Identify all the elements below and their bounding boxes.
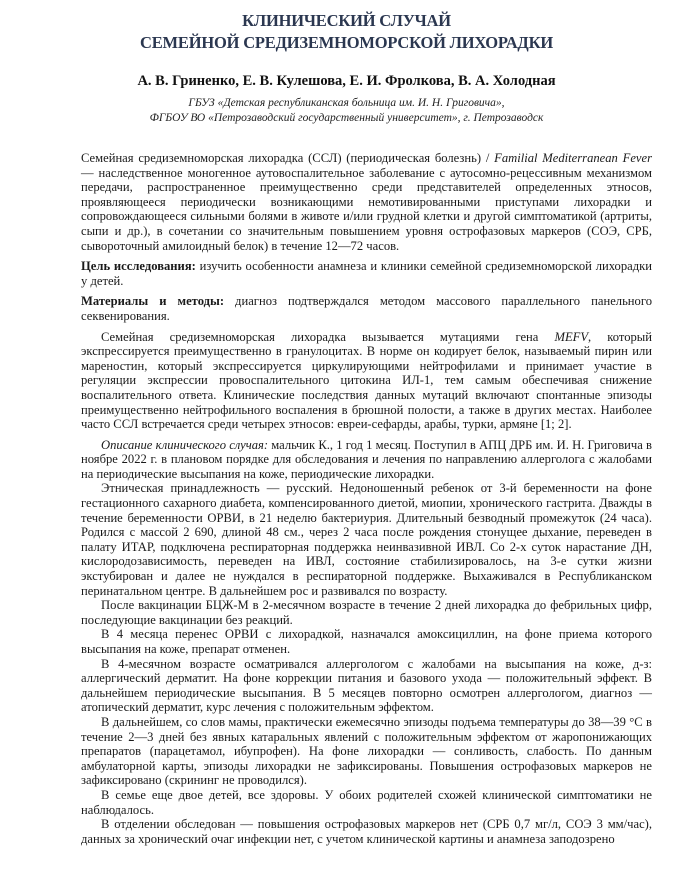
body-paragraph-genetics (81, 330, 652, 432)
methods-text: диагноз подтверждался методом массового параллельного панельного секвенирования. (81, 294, 652, 323)
abstract-intro (81, 151, 652, 253)
methods-label: Материалы и методы: (81, 294, 225, 309)
title-line-2: СЕМЕЙНОЙ СРЕДИЗЕМНОМОРСКОЙ ЛИХОРАДКИ (140, 33, 553, 52)
article-body (81, 151, 652, 846)
body-paragraph-case (81, 438, 652, 482)
genetics-text: Семейная средиземноморская лихорадка вызывается мутациями гена (101, 329, 555, 344)
gene-name: MEFV (554, 329, 589, 344)
affiliation-line-1: ГБУЗ «Детская республиканская больница им. И. Н. Григовича», (188, 97, 505, 109)
body-paragraph-vaccination: После вакцинации БЦЖ-М в 2-месячном возрасте в течение 2 дней лихорадка до фебрильных цифр, последующие вакцинации без реакций. (81, 598, 652, 627)
aim-text: изучить особенности анамнеза и клиники семейной средиземноморской лихорадки у детей. (81, 259, 652, 288)
affiliation-line-2: ФГБОУ ВО «Петрозаводский государственный университет», г. Петрозаводск (149, 112, 544, 124)
case-label: Описание клинического случая: (101, 437, 269, 452)
body-paragraph-department: В отделении обследован — повышения острофазовых маркеров нет (СРБ 0,7 мг/л, СОЭ 3 мм/час), данных за хронический очаг инфекции нет, с учетом клинической картины и анамнеза заподозрено (81, 817, 652, 846)
aim-label: Цель исследования: (81, 259, 196, 274)
abstract-aim (81, 259, 652, 288)
authors: А. В. Гриненко, Е. В. Кулешова, Е. И. Фролкова, В. А. Холодная (137, 73, 556, 89)
body-paragraph-family: В семье еще двое детей, все здоровы. У обоих родителей схожей клинической симптоматики не наблюдалось. (81, 787, 652, 817)
body-paragraph-fever: В дальнейшем, со слов мамы, практически ежемесячно эпизоды подъема температуры до 38—39 °С в течение 2—3 дней без явных катаральных явлений с положительным эффектом от жаропонижающих препаратов (парацетамол, ибупрофен). На фоне лихорадки — сонливость, слабость. По данным амбулаторной карты, эпизоды лихорадки не зафиксированы. Повышения острофазовых маркеров не зафиксировано (скрининг не проводился). (81, 714, 652, 788)
affiliations (0, 96, 693, 126)
case-text: мальчик К., 1 год 1 месяц. Поступил в АПЦ ДРБ им. И. Н. Григовича в ноябре 2022 г. в плановом порядке для обследования и лечения по направлению аллерголога с жалобами на периодические высыпания на коже, периодические лихорадки. (81, 437, 652, 481)
body-paragraph-allergy: В 4-месячном возрасте осматривался аллергологом с жалобами на высыпания на коже, д-з: аллергический дерматит. На фоне коррекции питания и базового ухода — положительный эффект. В дальнейшем периодические высыпания. В 5 месяцев повторно осмотрен аллергологом, диагноз — атопический дерматит, курс лечения с положительным эффектом. (81, 656, 652, 715)
intro-text: Семейная средиземноморская лихорадка (ССЛ) (периодическая болезнь) / (81, 151, 495, 165)
abstract-methods (81, 294, 652, 323)
intro-text-cont: — наследственное моногенное аутовоспалительное заболевание с аутосомно-рецессивным механизмом передачи, распространенное преимущественно среди представителей определенных этносов, проявляющееся периодически возникающими немотивированными приступами лихорадки и сопровождающееся сильными болями в животе и/или грудной клетки и другой симптоматикой (артриты, сыпи и др.), в сочетании со значительным повышением уровня острофазовых маркеров (СОЭ, СРБ, сывороточный амилоидный белок) в течение 12—72 часов. (81, 165, 652, 253)
body-paragraph-ethnicity: Этническая принадлежность — русский. Недоношенный ребенок от 3-й беременности на фоне гестационного сахарного диабета, компенсированного диетой, миопии, хронического гастрита. Дважды в течение беременности ОРВИ, в 21 неделю бактериурия. Длительный безводный промежуток (24 часа). Родился с массой 2 690, длиной 48 см., через 2 часа после рождения стонущее дыхание, переведен в палату ИТАР, подключена респираторная поддержка неинвазивной ИВЛ. Со 2-х суток нарастание ДН, кислородозависимость, переведен на ИВЛ, состояние стабилизировалось, на 3-е сутки жизни экстубирован и далее не нуждался в респираторной поддержке. Выхаживался в Республиканском перинатальном центре. В дальнейшем рос и развивался по возрасту. (81, 481, 652, 598)
body-paragraph-4-months: В 4 месяца перенес ОРВИ с лихорадкой, назначался амоксициллин, на фоне приема которого высыпания на коже, препарат отменен. (81, 627, 652, 656)
genetics-text-cont: , который экспрессируется преимущественно в гранулоцитах. В норме он кодирует белок, называемый пирин или мареностин, который экспрессируется циркулирующими нейтрофилами и принимает участие в регуляции экспрессии провоспалительного цитокина ИЛ-1, тем самым обеспечивая снижение воспалительного ответа. Клинические последствия данных мутаций включают спонтанные эпизоды преимущественно нейтрофильного воспаления в брюшной полости, а также в других местах. Наиболее часто ССЛ встречается среди четырех этносов: евреи-сефарды, арабы, турки, армяне [1; 2]. (81, 329, 652, 432)
intro-english-term: Familial Mediterranean Fever (494, 151, 652, 165)
title-line-1: КЛИНИЧЕСКИЙ СЛУЧАЙ (242, 11, 451, 30)
article-title (0, 10, 693, 54)
